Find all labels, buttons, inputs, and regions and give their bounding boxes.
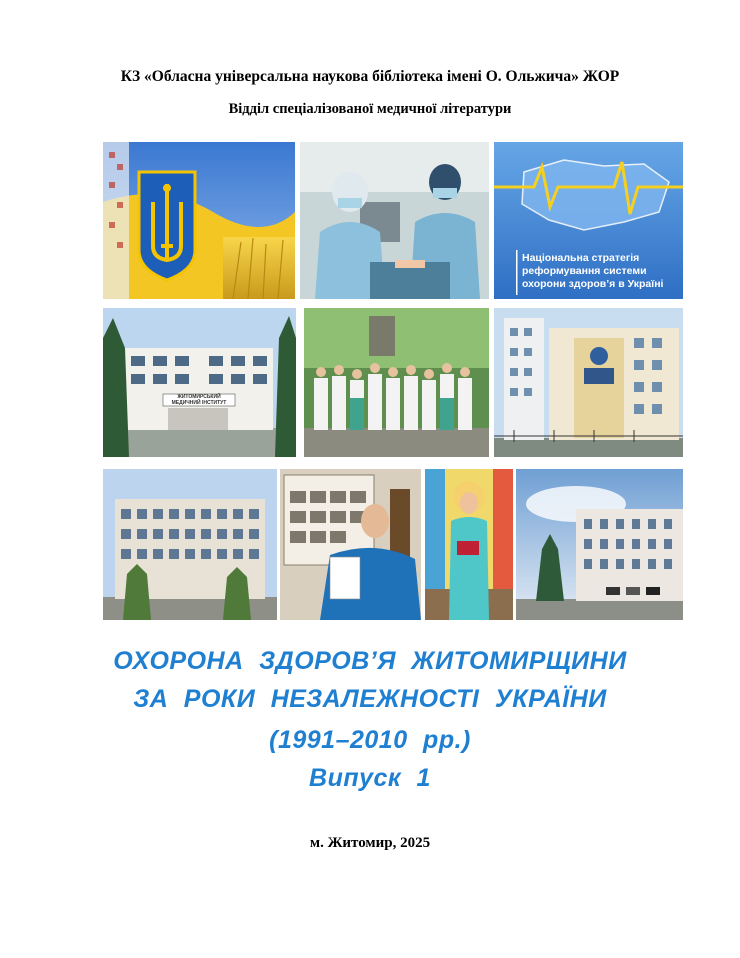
imprint-city-year: м. Житомир, 2025	[309, 835, 431, 851]
strategy-caption-line3: охорони здоров’я в Україні	[522, 278, 664, 290]
title-line-3: (1991–2010 рр.)	[269, 726, 471, 754]
title-line-1: ОХОРОНА ЗДОРОВ’Я ЖИТОМИРЩИНИ	[113, 647, 627, 675]
strategy-caption-line2: реформування системи	[522, 265, 647, 277]
institute-sign-line2: МЕДИЧНИЙ ІНСТИТУТ	[171, 400, 227, 406]
department-name: Відділ спеціалізованої медичної літератури	[228, 101, 512, 117]
title-line-4: Випуск 1	[309, 764, 431, 792]
medical-institute-building-image	[103, 308, 296, 457]
surgeons-operating-room-image	[300, 142, 489, 299]
medical-staff-group-photo-image	[304, 308, 489, 457]
ukraine-flag-coat-of-arms-image	[103, 142, 295, 299]
title-line-2: ЗА РОКИ НЕЗАЛЕЖНОСТІ УКРАЇНИ	[133, 685, 607, 713]
regional-hospital-building-image	[516, 469, 683, 620]
institute-sign-line1: ЖИТОМИРСЬКИЙ	[177, 394, 221, 400]
nurse-with-award-image	[425, 469, 513, 620]
strategy-caption-line1: Національна стратегія	[522, 252, 640, 264]
hospital-building-image	[494, 308, 683, 457]
organization-name: КЗ «Обласна універсальна наукова бібліотека імені О. Ольжича» ЖОР	[120, 68, 620, 85]
college-building-image	[103, 469, 277, 620]
doctor-with-diploma-image	[280, 469, 421, 620]
national-strategy-map-image	[494, 142, 683, 299]
